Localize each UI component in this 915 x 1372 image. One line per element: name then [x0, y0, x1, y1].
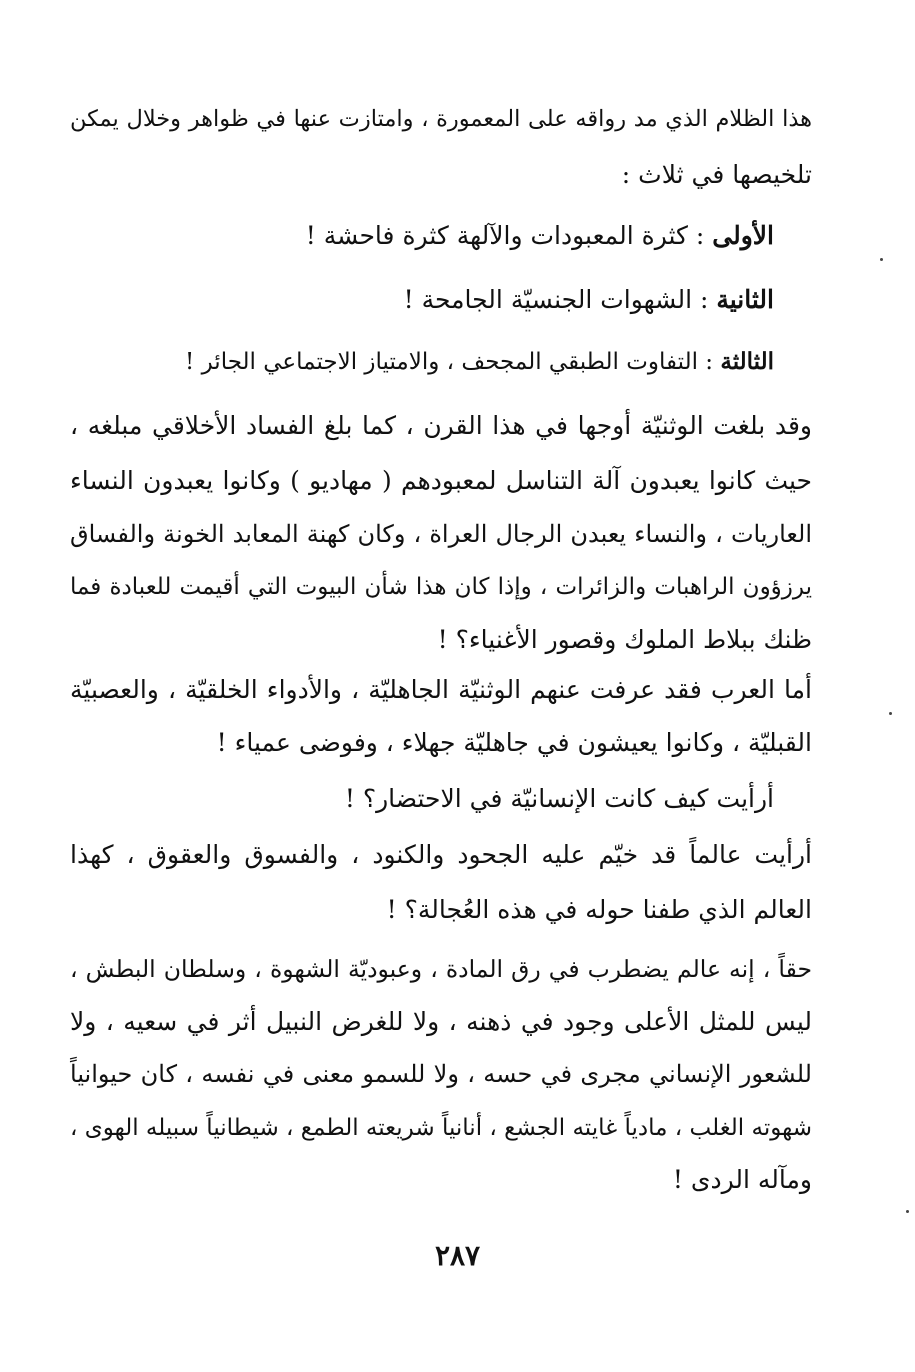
item-label: الثالثة — [720, 348, 774, 375]
item-label: الأولى — [712, 221, 774, 250]
text-line: أرأيت عالماً قد خيّم عليه الجحود والكنود ، والفسوق والعقوق ، كهذا — [70, 840, 812, 869]
scan-speck — [889, 712, 892, 715]
text-line: ليس للمثل الأعلى وجود في ذهنه ، ولا للغرض النبيل أثر في سعيه ، ولا — [70, 1007, 812, 1036]
text-line: تلخيصها في ثلاث : — [621, 160, 812, 189]
text-line: وقد بلغت الوثنيّة أوجها في هذا القرن ، كما بلغ الفساد الأخلاقي مبلغه ، — [70, 411, 812, 440]
page-number: ٢٨٧ — [434, 1239, 481, 1272]
text-line: حيث كانوا يعبدون آلة التناسل لمعبودهم ( مهاديو ) وكانوا يعبدون النساء — [70, 466, 812, 495]
text-line: شهوته الغلب ، مادياً غايته الجشع ، أنانياً شريعته الطمع ، شيطانياً سبيله الهوى ، — [69, 1115, 812, 1141]
text-line: ظنك ببلاط الملوك وقصور الأغنياء؟ ! — [437, 625, 812, 654]
text-line: حقاً ، إنه عالم يضطرب في رق المادة ، وعبوديّة الشهوة ، وسلطان البطش ، — [70, 955, 812, 983]
list-item — [180, 278, 774, 322]
item-label: الثانية — [716, 285, 774, 314]
text-line: ومآله الردى ! — [672, 1165, 812, 1194]
item-text: : الشهوات الجنسيّة الجامحة ! — [403, 285, 717, 314]
text-line: القبليّة ، وكانوا يعيشون في جاهليّة جهلاء ، وفوضى عمياء ! — [216, 728, 812, 757]
item-text: : كثرة المعبودات والآلهة كثرة فاحشة ! — [305, 221, 713, 250]
text-line: للشعور الإنساني مجرى في حسه ، ولا للسمو معنى في نفسه ، كان حيوانياً — [70, 1060, 812, 1088]
scan-speck — [906, 1210, 909, 1213]
text-line: العاريات ، والنساء يعبدن الرجال العراة ، وكان كهنة المعابد الخونة والفساق — [70, 520, 812, 548]
text-line: العالم الذي طفنا حوله في هذه العُجالة؟ ! — [386, 895, 812, 924]
text-line: أرأيت كيف كانت الإنسانيّة في الاحتضار؟ ! — [344, 784, 774, 813]
list-item — [180, 340, 774, 384]
text-line: يرزؤون الراهبات والزائرات ، وإذا كان هذا شأن البيوت التي أقيمت للعبادة فما — [70, 574, 812, 600]
text-line: هذا الظلام الذي مد رواقه على المعمورة ، وامتازت عنها في ظواهر وخلال يمكن — [70, 106, 812, 132]
text-line: أما العرب فقد عرفت عنهم الوثنيّة الجاهليّة ، والأدواء الخلقيّة ، والعصبيّة — [70, 675, 812, 704]
scan-speck — [880, 258, 883, 261]
list-item — [180, 214, 774, 258]
item-text: : التفاوت الطبقي المجحف ، والامتياز الاجتماعي الجائر ! — [185, 349, 721, 375]
